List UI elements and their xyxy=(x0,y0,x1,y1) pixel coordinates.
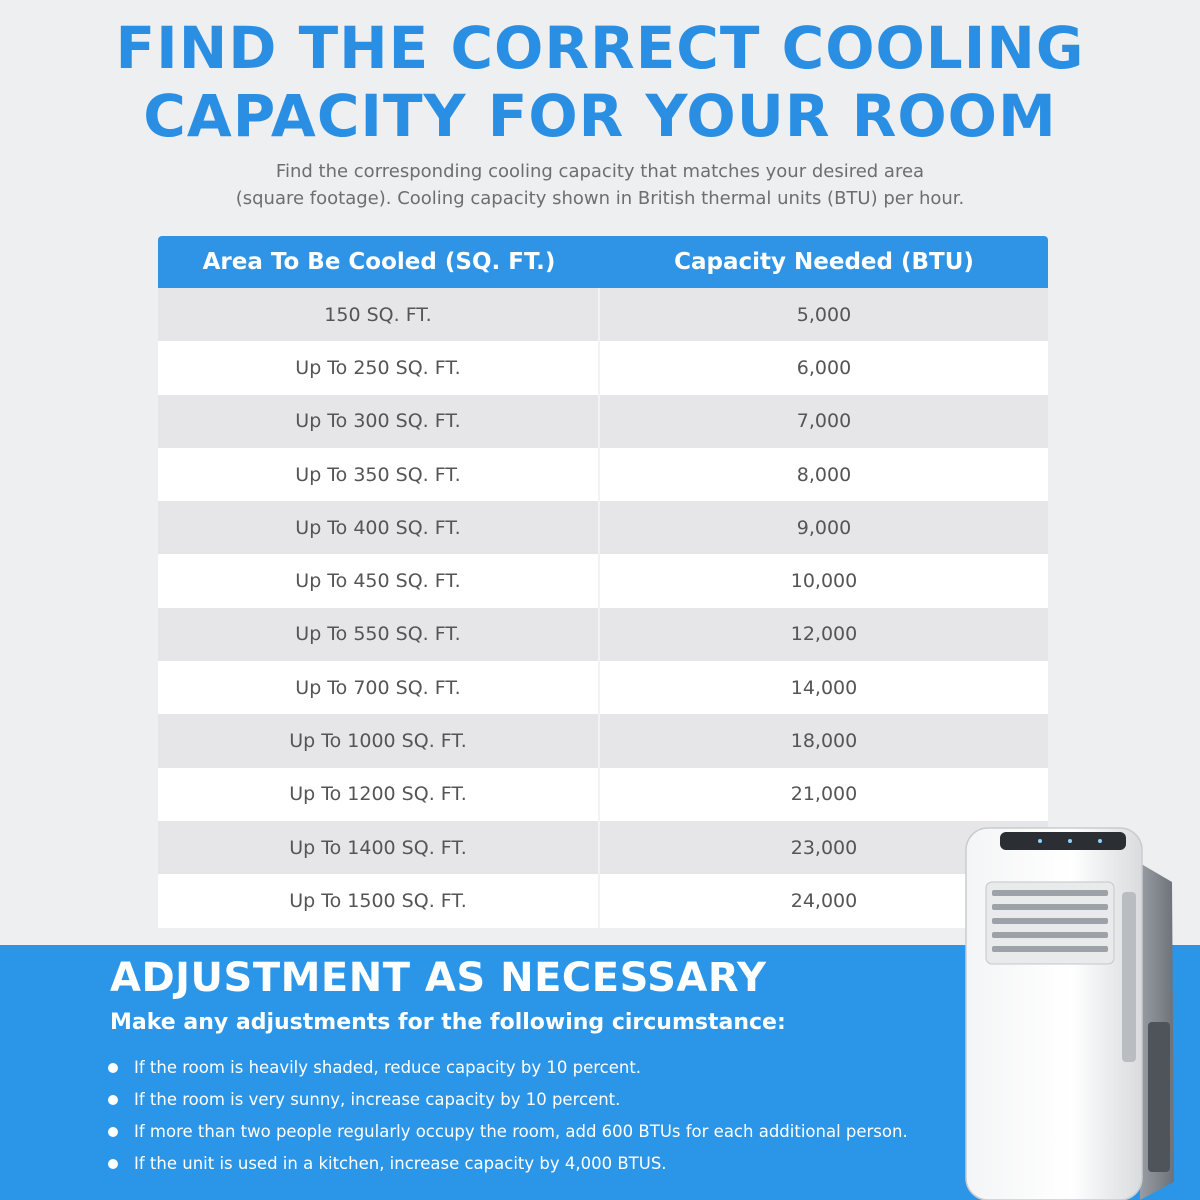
bullet-dot-icon xyxy=(108,1159,118,1169)
area-cell: Up To 1400 SQ. FT. xyxy=(158,821,600,874)
area-cell: Up To 350 SQ. FT. xyxy=(158,448,600,501)
list-item-text: If the room is heavily shaded, reduce capacity by 10 percent. xyxy=(134,1058,642,1077)
capacity-cell: 9,000 xyxy=(796,516,852,539)
column-header-capacity: Capacity Needed (BTU) xyxy=(674,249,974,275)
area-cell: Up To 450 SQ. FT. xyxy=(158,554,600,607)
bullet-dot-icon xyxy=(108,1095,118,1105)
list-item xyxy=(108,1116,968,1148)
capacity-cell: 10,000 xyxy=(790,570,858,593)
table-row xyxy=(158,554,1048,607)
column-header-area: Area To Be Cooled (SQ. FT.) xyxy=(202,249,556,275)
list-item xyxy=(108,1148,968,1180)
capacity-cell: 12,000 xyxy=(790,623,858,646)
portable-air-conditioner-icon xyxy=(960,822,1180,1200)
area-cell: Up To 1000 SQ. FT. xyxy=(158,714,600,767)
list-item-text: If the room is very sunny, increase capacity by 10 percent. xyxy=(134,1090,621,1109)
bullet-dot-icon xyxy=(108,1127,118,1137)
table-row xyxy=(158,714,1048,767)
table-row xyxy=(158,874,1048,927)
adjustment-list xyxy=(108,1052,968,1180)
list-item xyxy=(108,1084,968,1116)
area-cell: Up To 550 SQ. FT. xyxy=(158,608,600,661)
list-item-text: If more than two people regularly occupy the room, add 600 BTUs for each additional person. xyxy=(134,1122,908,1141)
area-cell: Up To 250 SQ. FT. xyxy=(158,341,600,394)
area-cell: 150 SQ. FT. xyxy=(158,288,600,341)
adjustment-title: ADJUSTMENT AS NECESSARY xyxy=(110,955,767,1001)
capacity-cell: 5,000 xyxy=(796,303,852,326)
capacity-cell: 6,000 xyxy=(796,356,852,379)
capacity-table xyxy=(158,236,1048,928)
title-line-1: FIND THE CORRECT COOLING xyxy=(115,14,1085,82)
area-cell: Up To 700 SQ. FT. xyxy=(158,661,600,714)
capacity-cell: 7,000 xyxy=(796,410,852,433)
title-line-2: CAPACITY FOR YOUR ROOM xyxy=(143,82,1057,150)
capacity-cell: 14,000 xyxy=(790,676,858,699)
table-row xyxy=(158,821,1048,874)
table-row xyxy=(158,608,1048,661)
page-subtitle xyxy=(150,158,1050,212)
capacity-cell: 8,000 xyxy=(796,463,852,486)
area-cell: Up To 300 SQ. FT. xyxy=(158,395,600,448)
subtitle-line-1: Find the corresponding cooling capacity that matches your desired area xyxy=(275,161,925,182)
capacity-cell: 18,000 xyxy=(790,730,858,753)
bullet-dot-icon xyxy=(108,1063,118,1073)
capacity-cell: 21,000 xyxy=(790,783,858,806)
table-header xyxy=(158,236,1048,288)
area-cell: Up To 1200 SQ. FT. xyxy=(158,768,600,821)
list-item xyxy=(108,1052,968,1084)
list-item-text: If the unit is used in a kitchen, increase capacity by 4,000 BTUS. xyxy=(134,1154,667,1173)
adjustment-subtitle: Make any adjustments for the following circumstance: xyxy=(110,1010,786,1035)
table-row xyxy=(158,501,1048,554)
capacity-cell: 24,000 xyxy=(790,889,858,912)
table-row xyxy=(158,448,1048,501)
page-title xyxy=(0,14,1200,150)
subtitle-line-2: (square footage). Cooling capacity shown in British thermal units (BTU) per hour. xyxy=(235,188,965,209)
table-row xyxy=(158,288,1048,341)
capacity-cell: 23,000 xyxy=(790,836,858,859)
table-row xyxy=(158,768,1048,821)
table-row xyxy=(158,661,1048,714)
area-cell: Up To 1500 SQ. FT. xyxy=(158,874,600,927)
table-row xyxy=(158,341,1048,394)
area-cell: Up To 400 SQ. FT. xyxy=(158,501,600,554)
table-row xyxy=(158,395,1048,448)
table-body xyxy=(158,288,1048,928)
